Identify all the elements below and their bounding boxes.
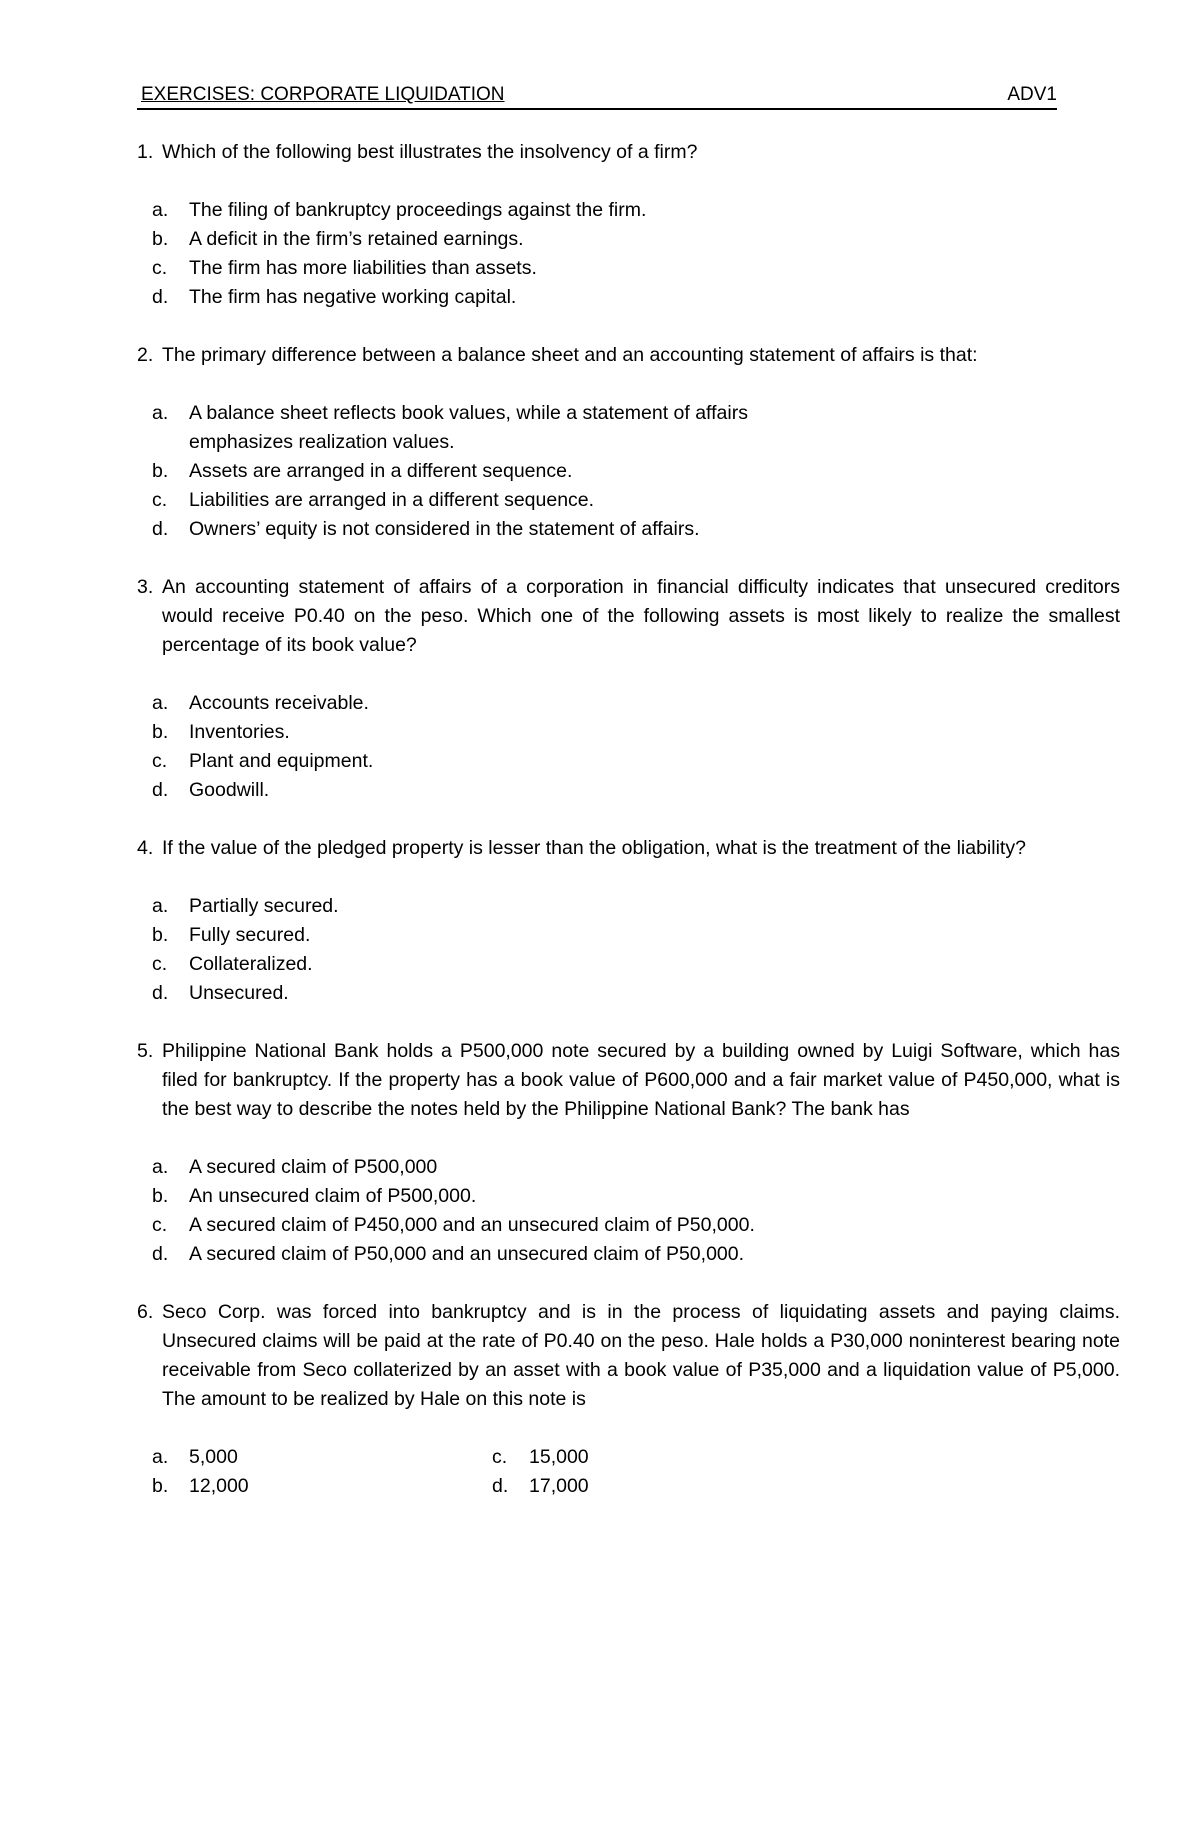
option-text: A secured claim of P50,000 and an unsecured claim of P50,000.: [189, 1243, 745, 1265]
answer-option: [152, 747, 1120, 776]
question-number: 4.: [137, 837, 154, 859]
answer-option: [152, 1240, 1120, 1269]
option-letter: d.: [152, 286, 169, 308]
answer-option: [152, 1211, 1120, 1240]
option-text: Collateralized.: [189, 953, 313, 975]
answer-options: [137, 196, 1120, 312]
question-4: [137, 834, 1120, 1008]
question-text: An accounting statement of affairs of a corporation in financial difficulty indicates that unsecured creditors would receive P0.40 on the peso. Which one of the following assets is most likely to realize the smallest percentage of its book value?: [162, 576, 1120, 656]
option-letter: d.: [152, 982, 169, 1004]
question-2: [137, 341, 1120, 544]
option-letter: c.: [152, 953, 168, 975]
header-title: EXERCISES: CORPORATE LIQUIDATION: [141, 84, 505, 105]
option-text: A secured claim of P500,000: [189, 1156, 438, 1178]
option-letter: a.: [152, 199, 169, 221]
option-letter: d.: [152, 1243, 169, 1265]
answer-options: [137, 689, 1120, 805]
option-letter: b.: [152, 460, 169, 482]
answer-option: [152, 457, 1120, 486]
option-text: 5,000: [189, 1446, 238, 1468]
question-number: 3.: [137, 576, 154, 598]
option-text: The filing of bankruptcy proceedings against the firm.: [189, 199, 647, 221]
answer-option: [152, 1472, 492, 1501]
option-letter: d.: [152, 518, 169, 540]
option-text: A deficit in the firm’s retained earnings.: [189, 228, 524, 250]
option-letter: b.: [152, 924, 169, 946]
answer-option: [152, 689, 1120, 718]
answer-option: [152, 399, 1120, 457]
option-text: Assets are arranged in a different sequence.: [189, 460, 573, 482]
question-number: 5.: [137, 1040, 154, 1062]
question-3: [137, 573, 1120, 805]
answer-option: [152, 515, 1120, 544]
answer-options: [137, 1443, 1120, 1501]
answer-option: [152, 486, 1120, 515]
answer-option: [152, 1182, 1120, 1211]
option-text: Goodwill.: [189, 779, 270, 801]
option-letter: c.: [152, 1214, 168, 1236]
answer-option: [152, 921, 1120, 950]
option-letter: c.: [152, 489, 168, 511]
option-text: 17,000: [529, 1475, 589, 1497]
option-text: A secured claim of P450,000 and an unsecured claim of P50,000.: [189, 1214, 755, 1236]
option-letter: b.: [152, 1185, 169, 1207]
option-letter: b.: [152, 721, 169, 743]
option-letter: d.: [492, 1475, 509, 1497]
answer-options: [137, 892, 1120, 1008]
option-letter: b.: [152, 228, 169, 250]
question-5: [137, 1037, 1120, 1269]
option-letter: c.: [152, 750, 168, 772]
answer-option: [152, 718, 1120, 747]
option-text: Owners’ equity is not considered in the statement of affairs.: [189, 518, 700, 540]
option-text: Unsecured.: [189, 982, 289, 1004]
option-letter: c.: [492, 1446, 508, 1468]
option-letter: a.: [152, 895, 169, 917]
option-text: Partially secured.: [189, 895, 339, 917]
question-1: [137, 138, 1120, 312]
question-list: [137, 138, 1120, 1501]
option-text: Liabilities are arranged in a different sequence.: [189, 489, 595, 511]
option-letter: b.: [152, 1475, 169, 1497]
header-course-code: ADV1: [1007, 84, 1057, 105]
option-text: The firm has more liabilities than assets.: [189, 257, 537, 279]
question-text: The primary difference between a balance sheet and an accounting statement of affairs is that:: [162, 344, 978, 366]
question-text: Philippine National Bank holds a P500,000 note secured by a building owned by Luigi Software, which has filed for bankruptcy. If the property has a book value of P600,000 and a fair market value of P450,000, what is the best way to describe the notes held by the Philippine National Bank? The bank has: [162, 1040, 1120, 1120]
question-number: 2.: [137, 344, 154, 366]
option-text: Fully secured.: [189, 924, 311, 946]
option-text: The firm has negative working capital.: [189, 286, 517, 308]
answer-options: [137, 399, 1120, 544]
option-letter: d.: [152, 779, 169, 801]
answer-option: [152, 950, 1120, 979]
question-6: [137, 1298, 1120, 1501]
question-text: If the value of the pledged property is lesser than the obligation, what is the treatment of the liability?: [162, 837, 1026, 859]
page-header: [137, 82, 1057, 110]
option-text: A balance sheet reflects book values, while a statement of affairs emphasizes realization values.: [189, 402, 748, 453]
question-number: 1.: [137, 141, 154, 163]
option-letter: a.: [152, 1156, 169, 1178]
answer-option: [492, 1443, 792, 1472]
answer-option: [152, 1153, 1120, 1182]
question-text: Which of the following best illustrates the insolvency of a firm?: [162, 141, 698, 163]
option-text: 15,000: [529, 1446, 589, 1468]
question-text: Seco Corp. was forced into bankruptcy and is in the process of liquidating assets and paying claims. Unsecured claims will be paid at the rate of P0.40 on the peso. Hale holds a P30,000 noninterest bearing note receivable from Seco collaterized by an asset with a book value of P35,000 and a liquidation value of P5,000. The amount to be realized by Hale on this note is: [162, 1301, 1120, 1410]
answer-option: [152, 892, 1120, 921]
option-text: Accounts receivable.: [189, 692, 369, 714]
option-text: Plant and equipment.: [189, 750, 374, 772]
option-text: Inventories.: [189, 721, 290, 743]
option-letter: a.: [152, 1446, 169, 1468]
answer-option: [152, 1443, 492, 1472]
answer-options: [137, 1153, 1120, 1269]
option-text: 12,000: [189, 1475, 249, 1497]
option-letter: c.: [152, 257, 168, 279]
answer-option: [152, 225, 1120, 254]
option-letter: a.: [152, 692, 169, 714]
answer-option: [152, 776, 1120, 805]
answer-option: [152, 979, 1120, 1008]
question-number: 6.: [137, 1301, 154, 1323]
option-letter: a.: [152, 402, 169, 424]
answer-option: [492, 1472, 792, 1501]
answer-option: [152, 196, 1120, 225]
answer-option: [152, 254, 1120, 283]
answer-option: [152, 283, 1120, 312]
option-text: An unsecured claim of P500,000.: [189, 1185, 477, 1207]
